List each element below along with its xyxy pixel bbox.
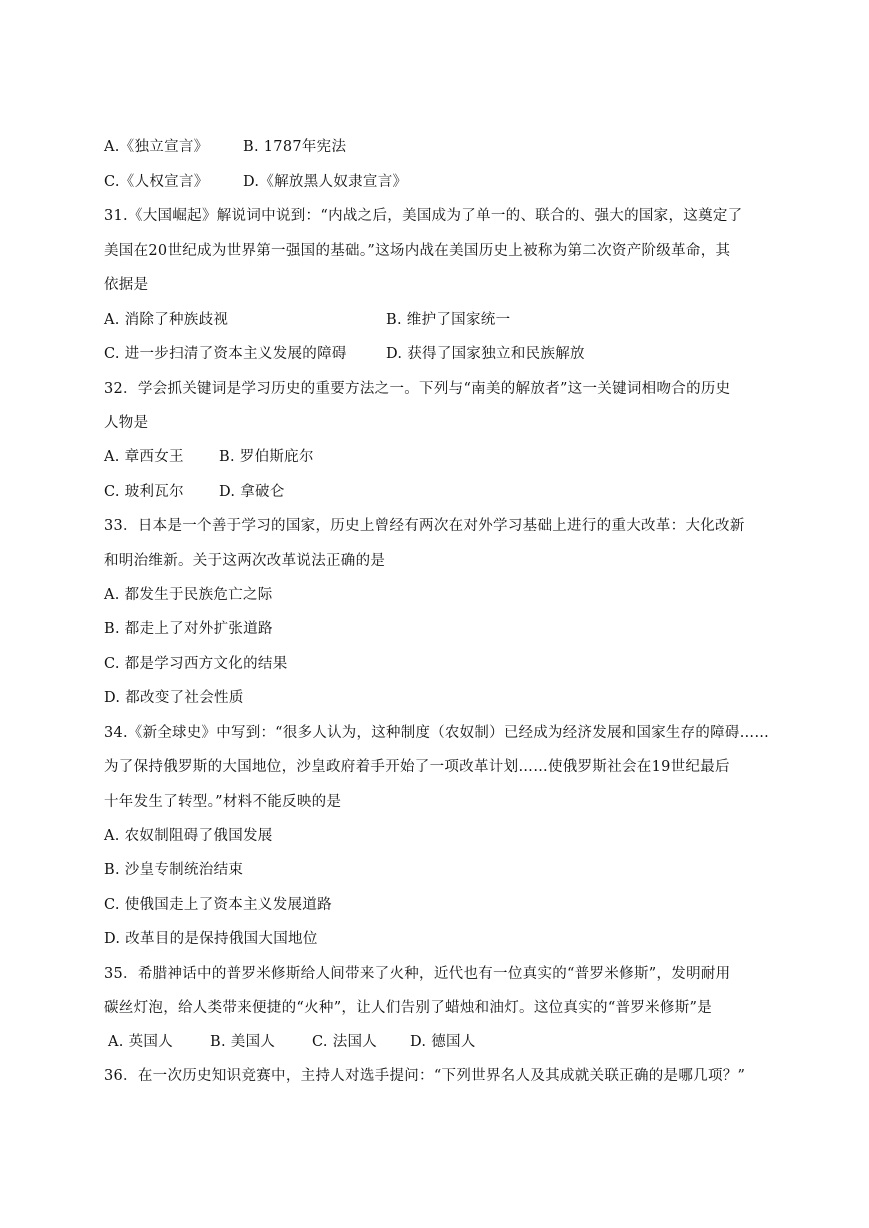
q32-option-c: C. 玻利瓦尔: [104, 484, 184, 500]
q35-option-d: D. 德国人: [410, 1034, 476, 1050]
q32-stem-line2: 人物是: [104, 415, 149, 431]
q33-option-a: A. 都发生于民族危亡之际: [104, 587, 273, 603]
q33-stem-line1: 33．日本是一个善于学习的国家，历史上曾经有两次在对外学习基础上进行的重大改革：大化改新: [104, 518, 745, 534]
q32-option-a: A. 章西女王: [104, 449, 184, 465]
q35-stem-line2: 碳丝灯泡，给人类带来便捷的“火种”，让人们告别了蜡烛和油灯。这位真实的“普罗米修斯”是: [104, 1000, 713, 1016]
q35-option-a: A. 英国人: [108, 1034, 173, 1050]
q34-stem-line2: 为了保持俄罗斯的大国地位，沙皇政府着手开始了一项改革计划……使俄罗斯社会在19世纪最后: [104, 759, 730, 775]
q33-option-c: C. 都是学习西方文化的结果: [104, 656, 288, 672]
q33-option-b: B. 都走上了对外扩张道路: [104, 621, 273, 637]
q32-option-b: B. 罗伯斯庇尔: [219, 449, 314, 465]
q34-stem-line1: 34.《新全球史》中写到：“很多人认为，这种制度（农奴制）已经成为经济发展和国家生存的障碍……: [104, 725, 770, 741]
q35-stem-line1: 35．希腊神话中的普罗米修斯给人间带来了火种，近代也有一位真实的“普罗米修斯”，发明耐用: [104, 966, 731, 982]
q31-stem-line2: 美国在20世纪成为世界第一强国的基础。”这场内战在美国历史上被称为第二次资产阶级革命，其: [104, 243, 731, 259]
q35-option-b: B. 美国人: [210, 1034, 276, 1050]
q34-option-c: C. 使俄国走上了资本主义发展道路: [104, 897, 332, 913]
q34-option-a: A. 农奴制阻碍了俄国发展: [104, 828, 273, 844]
q33-option-d: D. 都改变了社会性质: [104, 690, 244, 706]
q33-stem-line2: 和明治维新。关于这两次改革说法正确的是: [104, 553, 386, 569]
q34-option-d: D. 改革目的是保持俄国大国地位: [104, 931, 318, 947]
q30-option-b: B. 1787年宪法: [243, 139, 347, 155]
q35-option-c: C. 法国人: [312, 1034, 378, 1050]
q31-option-a: A. 消除了种族歧视: [104, 312, 229, 328]
q30-option-a: A.《独立宣言》: [104, 139, 209, 155]
q31-stem-line3: 依据是: [104, 277, 149, 293]
q36-stem-line1: 36．在一次历史知识竞赛中，主持人对选手提问：“下列世界名人及其成就关联正确的是哪几项？”: [104, 1068, 746, 1084]
q30-option-d: D.《解放黑人奴隶宣言》: [243, 174, 408, 190]
q31-option-b: B. 维护了国家统一: [386, 312, 511, 328]
q34-option-b: B. 沙皇专制统治结束: [104, 862, 244, 878]
q31-option-c: C. 进一步扫清了资本主义发展的障碍: [104, 346, 347, 362]
q32-stem-line1: 32．学会抓关键词是学习历史的重要方法之一。下列与“南美的解放者”这一关键词相吻合的历史: [104, 381, 731, 397]
q30-option-c: C.《人权宣言》: [104, 174, 209, 190]
q32-option-d: D. 拿破仑: [219, 484, 285, 500]
q31-stem-line1: 31.《大国崛起》解说词中说到：“内战之后，美国成为了单一的、联合的、强大的国家，这奠定了: [104, 208, 743, 224]
q31-option-d: D. 获得了国家独立和民族解放: [386, 346, 585, 362]
q34-stem-line3: 十年发生了转型。”材料不能反映的是: [104, 794, 342, 810]
